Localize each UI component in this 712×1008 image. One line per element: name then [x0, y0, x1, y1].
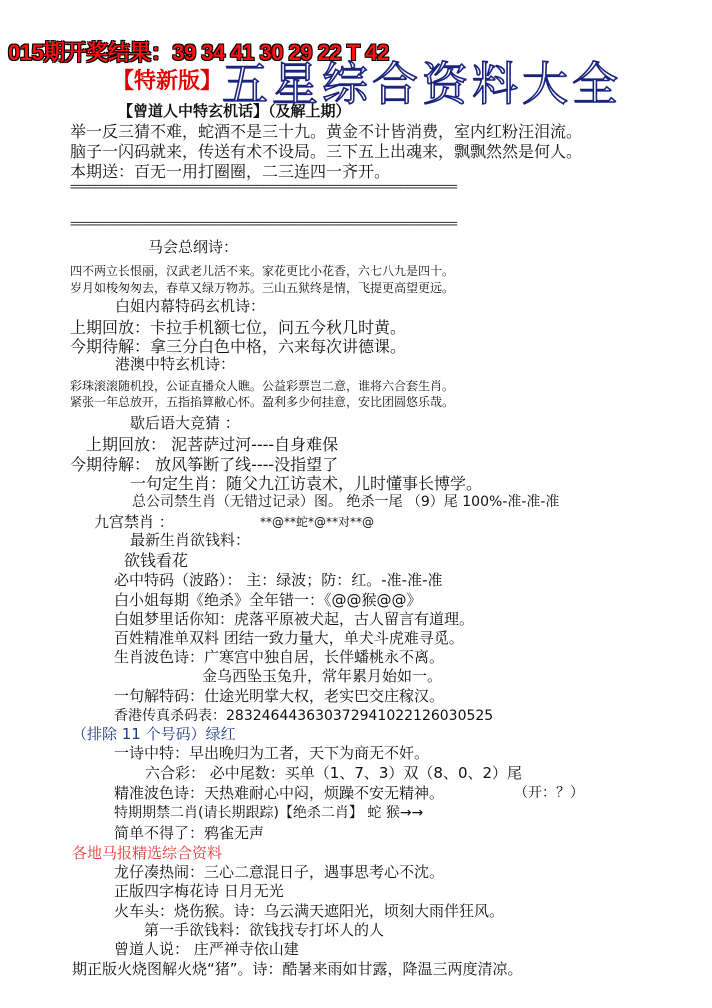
text-line: 一诗中特：早出晚归为工者，天下为商无不奸。 [114, 744, 430, 762]
separator: ============================================================== [70, 180, 457, 195]
text-line: 特期期禁二肖(请长期跟踪)【绝杀二肖】 蛇 猴→→ [114, 805, 424, 821]
separator: ============================================================== [70, 217, 457, 232]
text-line: 本期送：百无一用打圈圈，二三连四一齐开。 [70, 162, 391, 181]
text-line: **@**蛇*@**对**@ [260, 515, 375, 529]
text-line: 彩珠滚滚随机投，公证直播众人瞧。公益彩票岂二意，谁将六合套生肖。 [70, 379, 455, 393]
edition-label: 【特新版】 [112, 69, 223, 94]
text-line: 上期回放： 泥菩萨过河----自身难保 [86, 435, 339, 454]
text-line: 第一手欲钱料：欲钱找专打坏人的人 [144, 921, 385, 939]
text-line: 白小姐每期《绝杀》全年错一：《@@猴@@》 [114, 591, 422, 609]
section-heading: 马会总纲诗： [148, 238, 239, 256]
text-line: （排除 11 个号码）绿红 [72, 725, 236, 743]
text-line: 欲钱看花 [124, 551, 189, 570]
text-line: 岁月如梭匆匆去，春草又绿万物苏。三山五狱终是情，飞提更高望更远。 [70, 281, 455, 295]
section-heading: 白姐内幕特码玄机诗： [115, 297, 266, 315]
text-line: 火车头：烧伤猴。诗：乌云满天遮阳光，顷刻大雨伴狂风。 [114, 902, 505, 920]
page-title: 五星综合资料大全 [222, 57, 622, 111]
draw-result-banner: 015期开奖结果：39 34 41 30 29 22 T 42 [8, 40, 389, 65]
text-line: 脑子一闪码就来，传送有术不设局。三下五上出魂来，飘飘然然是何人。 [70, 142, 583, 161]
text-line: 香港传真杀码表：28324644363037294102212603052​5 [114, 708, 494, 724]
text-line: 九宫禁肖 ： [94, 513, 174, 531]
section-heading: 歇后语大竞猜 ： [130, 414, 240, 432]
text-line: 生肖波色诗：广寒宫中独自居，长伴蟠桃永不离。 [114, 648, 445, 666]
text-line: 龙仔凑热闹：三心二意混日子，遇事思考心不沈。 [114, 863, 445, 881]
text-line: 白姐梦里话你知：虎落平原被犬起，古人留言有道理。 [114, 610, 475, 628]
text-line: 一句定生肖：随父九江访袁术，儿时懂事长博学。 [130, 474, 483, 493]
section-heading: 【曾道人中特玄机话】（及解上期） [118, 102, 351, 120]
section-heading: 港澳中特玄机诗： [115, 355, 236, 373]
text-line: 期正版火烧图解火烧“猪”。诗：酷暑来雨如甘露，降温三两度清凉。 [72, 960, 523, 978]
text-line: 曾道人说： 庄严禅寺依山建 [114, 940, 299, 958]
text-line: 六合彩： 必中尾数：买单（1、7、3）双（8、0、2）尾 [145, 764, 523, 782]
text-line: （开：？） [514, 785, 584, 801]
text-line: 金乌西坠玉兔升，常年累月始如一。 [202, 667, 443, 685]
text-line: 举一反三猜不难，蛇酒不是三十九。黄金不计皆消费，室内红粉汪泪流。 [70, 122, 583, 141]
text-line: 必中特码（波路）： 主：绿波；防：红。-准-准-准 [114, 571, 443, 589]
text-line: 总公司禁生肖（无错过记录）图。 绝杀一尾 （9）尾 100%-准-准-准 [132, 494, 560, 510]
text-line: 精准波色诗：天热难耐心中闷，烦躁不安无精神。 [114, 784, 445, 802]
text-line: 紧张一年总放开，五指掐算敝心怀。盈利多少何挂意，安比团圆悠乐哉。 [70, 395, 455, 409]
text-line: 今期待解： 放风筝断了线----没指望了 [70, 455, 339, 474]
text-line: 四不两立长恨丽，汉武老儿活不来。家花更比小花香，六七八九是四十。 [70, 264, 455, 278]
section-heading: 最新生肖欲钱料： [130, 531, 251, 549]
text-line: 一句解特码：仕途光明掌大权，老实巴交庄稼汉。 [114, 687, 445, 705]
text-line: 上期回放：卡拉手机额七位，问五今秋几时黄。 [70, 318, 407, 337]
text-line: 正版四字梅花诗 日月无光 [114, 882, 284, 900]
text-line: 简单不得了：鸦雀无声 [114, 824, 265, 842]
text-line: 今期待解：拿三分白色中格，六来每次讲德课。 [70, 337, 407, 356]
section-heading: 各地马报精选综合资料 [72, 844, 223, 862]
text-line: 百姓精准单双料 团结一致力量大，单犬斗虎难寻觅。 [114, 629, 464, 647]
